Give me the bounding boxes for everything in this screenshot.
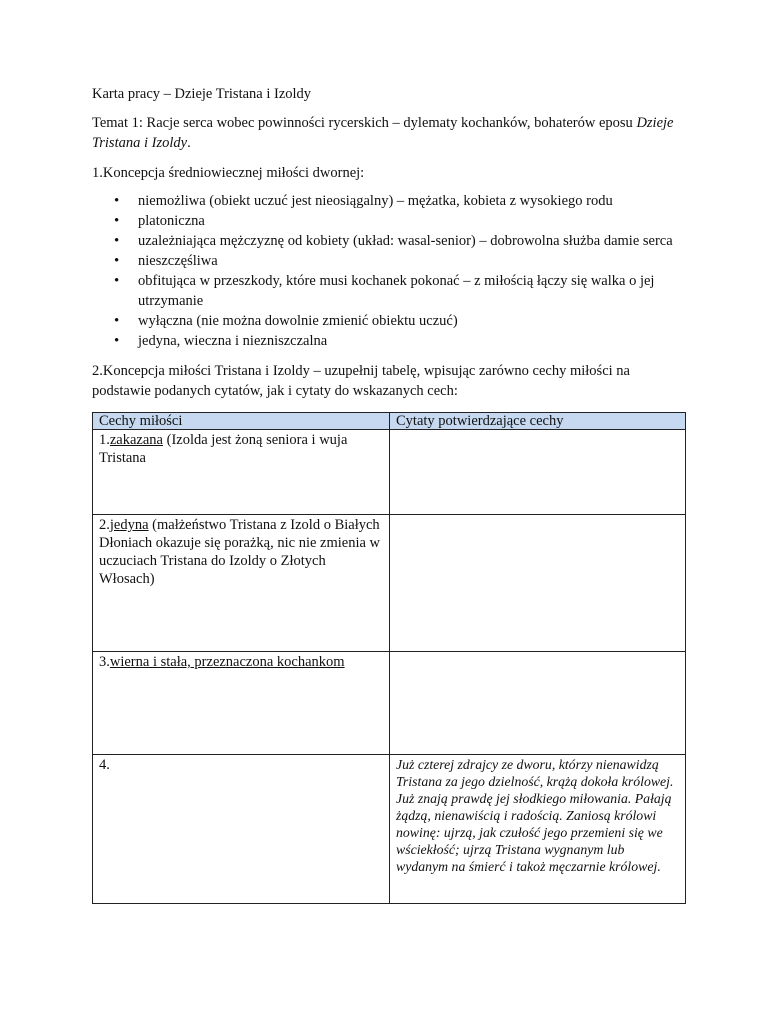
feature-note: (Izolda jest żoną seniora i wuja Tristana <box>99 432 348 466</box>
topic-work-title: Dzieje Tristana i Izoldy <box>92 115 674 151</box>
topic-line <box>92 113 692 153</box>
feature-cell[interactable]: 2.jedyna (małżeństwo Tristana z Izold o Białych Dłoniach okazuje się porażką, nic nie zmienia w uczuciach Tristana do Izoldy o Złotych Włosach) <box>93 515 390 652</box>
table-row <box>93 430 686 515</box>
section-2-heading: 2.Koncepcja miłości Tristana i Izoldy – uzupełnij tabelę, wpisując zarówno cechy miłości na podstawie podanych cytatów, jak i cytaty do wskazanych cech: <box>92 363 630 399</box>
list-item: • nieszczęśliwa <box>138 251 692 271</box>
feature-term: wierna i stała, przeznaczona kochankom <box>109 654 345 670</box>
feature-term: jedyna <box>109 517 149 533</box>
courtly-love-list <box>92 191 692 351</box>
worksheet-title: Karta pracy – Dzieje Tristana i Izoldy <box>92 86 312 102</box>
list-item: • platoniczna <box>138 211 692 231</box>
header-quotes: Cytaty potwierdzające cechy <box>390 413 686 430</box>
list-item: • niemożliwa (obiekt uczuć jest nieosiągalny) – mężatka, kobieta z wysokiego rodu <box>138 191 692 211</box>
section-1-heading: 1.Koncepcja średniowiecznej miłości dwornej: <box>92 165 365 181</box>
quote-cell[interactable]: Już czterej zdrajcy ze dworu, którzy nienawidzą Tristana za jego dzielność, krążą dokoła królowej. Już znają prawdę jej słodkiego miłowania. Pałają żądzą, nienawiścią i radością. Zaniosą królowi nowinę: ujrzą, jak czułość jego przemieni się we wściekłość; ujrzą Tristana wygnanym lub wydanym na śmierć i takoż męczarnie królowej. <box>390 755 686 904</box>
topic-text: Temat 1: Racje serca wobec powinności rycerskich – dylematy kochanków, bohaterów eposu <box>92 115 637 131</box>
feature-cell[interactable]: 4. <box>93 755 390 904</box>
header-features: Cechy miłości <box>93 413 390 430</box>
feature-note: (małżeństwo Tristana z Izold o Białych Dłoniach okazuje się porażką, nic nie zmienia w uczuciach Tristana do Izoldy o Złotych Włosach) <box>99 517 381 587</box>
list-item: • obfitująca w przeszkody, które musi kochanek pokonać – z miłością łączy się walka o jej utrzymanie <box>138 271 692 311</box>
feature-cell[interactable]: 1.zakazana (Izolda jest żoną seniora i wuja Tristana <box>93 430 390 515</box>
quote-cell[interactable] <box>390 515 686 652</box>
list-item: • wyłączna (nie można dowolnie zmienić obiektu uczuć) <box>138 311 692 331</box>
table-header-row <box>93 413 686 430</box>
quote-cell[interactable] <box>390 430 686 515</box>
feature-cell[interactable]: 3.wierna i stała, przeznaczona kochankom <box>93 652 390 755</box>
list-item: • uzależniająca mężczyznę od kobiety (układ: wasal-senior) – dobrowolna służba damie serca <box>138 231 692 251</box>
feature-term: zakazana <box>109 432 163 448</box>
love-features-table <box>92 412 686 904</box>
quote-cell[interactable] <box>390 652 686 755</box>
list-item: • jedyna, wieczna i niezniszczalna <box>138 331 692 351</box>
worksheet-page <box>92 84 692 904</box>
table-row <box>93 515 686 652</box>
table-row <box>93 652 686 755</box>
topic-end: . <box>187 135 191 151</box>
table-row <box>93 755 686 904</box>
